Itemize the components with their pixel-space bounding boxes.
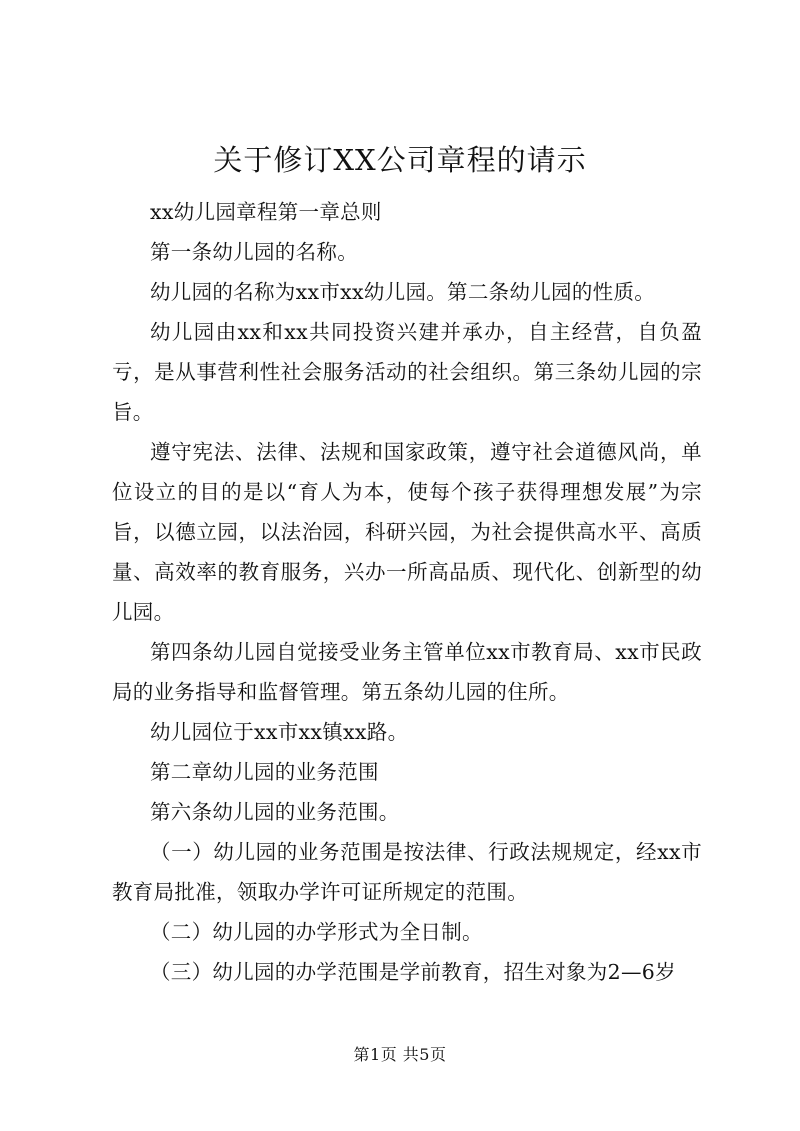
paragraph: 第六条幼儿园的业务范围。 <box>150 800 400 824</box>
paragraph: 第一条幼儿园的名称。 <box>150 240 358 264</box>
paragraph: 遵守宪法、法律、法规和国家政策，遵守社会道德风尚，单位设立的目的是以“育人为本，使每个孩子获得理想发展”为宗旨，以德立园，以法治园，科研兴园，为社会提供高水平、高质量、高效率的教育服务，兴办一所高品质、现代化、创新型的幼儿园。 <box>112 440 702 624</box>
paragraph: （三）幼儿园的办学范围是学前教育，招生对象为2—6岁 <box>150 960 676 984</box>
document-body <box>112 192 702 992</box>
paragraph: 幼儿园由xx和xx共同投资兴建并承办，自主经营，自负盈亏，是从事营利性社会服务活动的社会组织。第三条幼儿园的宗旨。 <box>112 320 702 424</box>
paragraph: 第四条幼儿园自觉接受业务主管单位xx市教育局、xx市民政局的业务指导和监督管理。第五条幼儿园的住所。 <box>112 640 702 704</box>
paragraph: （一）幼儿园的业务范围是按法律、行政法规规定，经xx市教育局批准，领取办学许可证所规定的范围。 <box>112 840 702 904</box>
document-title: 关于修订XX公司章程的请示 <box>213 143 587 177</box>
paragraph: 幼儿园的名称为xx市xx幼儿园。第二条幼儿园的性质。 <box>150 280 656 304</box>
page-number-footer: 第1页 共5页 <box>353 1045 447 1064</box>
paragraph: 幼儿园位于xx市xx镇xx路。 <box>150 720 409 744</box>
paragraph: xx幼儿园章程第一章总则 <box>150 200 382 224</box>
paragraph: 第二章幼儿园的业务范围 <box>150 760 379 784</box>
paragraph: （二）幼儿园的办学形式为全日制。 <box>150 920 483 944</box>
